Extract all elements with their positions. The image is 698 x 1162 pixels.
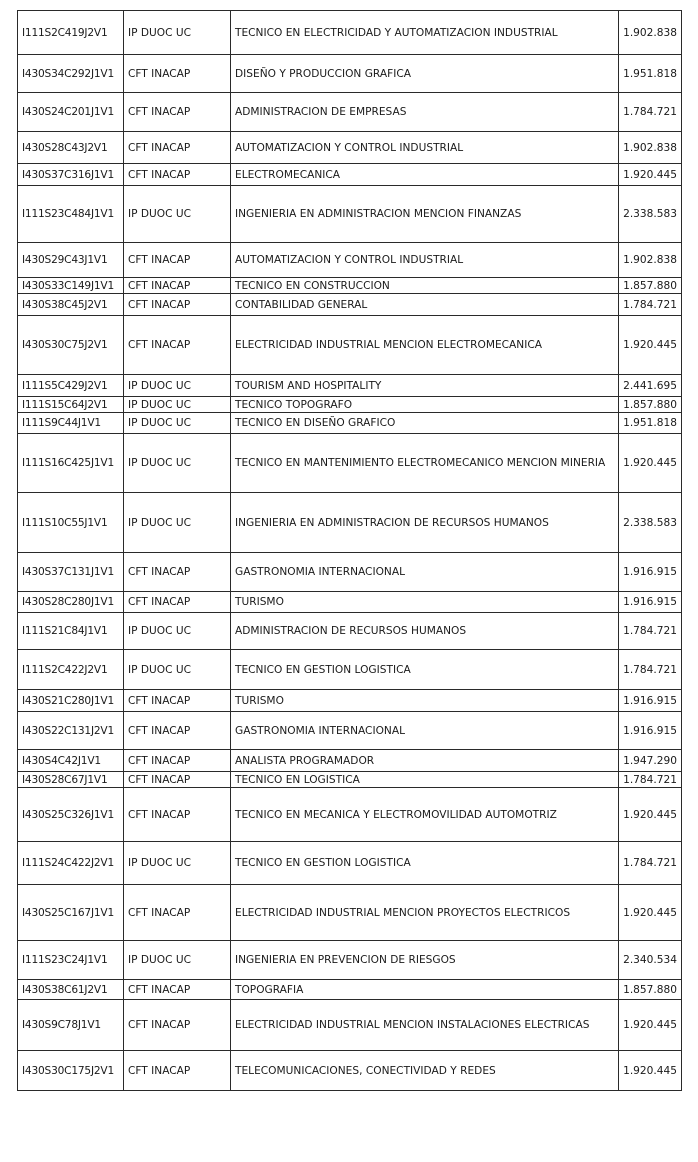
row-institution: IP DUOC UC	[124, 11, 231, 55]
row-amount: 2.338.583	[619, 186, 682, 243]
row-amount: 1.916.915	[619, 712, 682, 750]
row-career: TELECOMUNICACIONES, CONECTIVIDAD Y REDES	[231, 1051, 619, 1091]
row-code: I111S15C64J2V1	[18, 397, 124, 413]
row-code: I430S28C67J1V1	[18, 772, 124, 788]
row-amount: 1.920.445	[619, 434, 682, 493]
table-row	[18, 690, 682, 712]
row-amount: 1.920.445	[619, 164, 682, 186]
row-institution: CFT INACAP	[124, 1051, 231, 1091]
row-code: I111S5C429J2V1	[18, 375, 124, 397]
row-code: I430S25C326J1V1	[18, 788, 124, 842]
row-code: I430S9C78J1V1	[18, 1000, 124, 1051]
row-amount: 1.784.721	[619, 842, 682, 885]
row-career: TECNICO EN DISEÑO GRAFICO	[231, 413, 619, 434]
table-row	[18, 788, 682, 842]
row-code: I111S2C419J2V1	[18, 11, 124, 55]
row-career: DISEÑO Y PRODUCCION GRAFICA	[231, 55, 619, 93]
row-institution: IP DUOC UC	[124, 397, 231, 413]
table-row	[18, 316, 682, 375]
row-institution: CFT INACAP	[124, 294, 231, 316]
table-row	[18, 375, 682, 397]
row-amount: 1.784.721	[619, 772, 682, 788]
row-career: TECNICO EN CONSTRUCCION	[231, 278, 619, 294]
row-code: I430S30C75J2V1	[18, 316, 124, 375]
row-institution: CFT INACAP	[124, 55, 231, 93]
row-code: I111S23C24J1V1	[18, 941, 124, 980]
row-code: I111S10C55J1V1	[18, 493, 124, 553]
row-amount: 1.951.818	[619, 55, 682, 93]
row-institution: CFT INACAP	[124, 553, 231, 592]
table-row	[18, 164, 682, 186]
row-amount: 1.916.915	[619, 553, 682, 592]
table-row	[18, 93, 682, 132]
table-row	[18, 11, 682, 55]
table-row	[18, 885, 682, 941]
row-amount: 1.920.445	[619, 788, 682, 842]
table-row	[18, 980, 682, 1000]
row-code: I430S28C280J1V1	[18, 592, 124, 613]
row-career: TECNICO EN GESTION LOGISTICA	[231, 842, 619, 885]
row-amount: 1.902.838	[619, 132, 682, 164]
row-institution: IP DUOC UC	[124, 493, 231, 553]
row-code: I430S4C42J1V1	[18, 750, 124, 772]
row-amount: 2.441.695	[619, 375, 682, 397]
row-amount: 1.902.838	[619, 11, 682, 55]
table-row	[18, 413, 682, 434]
row-code: I430S33C149J1V1	[18, 278, 124, 294]
table-row	[18, 55, 682, 93]
table-row	[18, 1051, 682, 1091]
row-code: I430S37C316J1V1	[18, 164, 124, 186]
row-code: I430S30C175J2V1	[18, 1051, 124, 1091]
row-career: TECNICO TOPOGRAFO	[231, 397, 619, 413]
row-career: AUTOMATIZACION Y CONTROL INDUSTRIAL	[231, 243, 619, 278]
row-code: I430S25C167J1V1	[18, 885, 124, 941]
row-institution: IP DUOC UC	[124, 941, 231, 980]
row-amount: 1.784.721	[619, 93, 682, 132]
row-institution: CFT INACAP	[124, 316, 231, 375]
table-row	[18, 294, 682, 316]
row-institution: CFT INACAP	[124, 592, 231, 613]
row-institution: CFT INACAP	[124, 132, 231, 164]
table-body	[18, 11, 682, 1091]
row-institution: CFT INACAP	[124, 164, 231, 186]
row-career: TURISMO	[231, 592, 619, 613]
row-career: TECNICO EN LOGISTICA	[231, 772, 619, 788]
row-amount: 1.916.915	[619, 690, 682, 712]
row-amount: 1.951.818	[619, 413, 682, 434]
row-code: I111S24C422J2V1	[18, 842, 124, 885]
row-institution: IP DUOC UC	[124, 434, 231, 493]
row-institution: IP DUOC UC	[124, 413, 231, 434]
table-row	[18, 650, 682, 690]
row-career: ELECTRICIDAD INDUSTRIAL MENCION INSTALACIONES ELECTRICAS	[231, 1000, 619, 1051]
row-institution: CFT INACAP	[124, 93, 231, 132]
row-code: I430S28C43J2V1	[18, 132, 124, 164]
row-institution: IP DUOC UC	[124, 375, 231, 397]
row-career: ADMINISTRACION DE RECURSOS HUMANOS	[231, 613, 619, 650]
row-career: AUTOMATIZACION Y CONTROL INDUSTRIAL	[231, 132, 619, 164]
row-career: TECNICO EN MANTENIMIENTO ELECTROMECANICO MENCION MINERIA	[231, 434, 619, 493]
row-amount: 1.857.880	[619, 980, 682, 1000]
row-code: I430S29C43J1V1	[18, 243, 124, 278]
table-row	[18, 941, 682, 980]
row-code: I111S2C422J2V1	[18, 650, 124, 690]
row-amount: 1.784.721	[619, 650, 682, 690]
table-row	[18, 842, 682, 885]
table-row	[18, 132, 682, 164]
row-career: TOURISM AND HOSPITALITY	[231, 375, 619, 397]
row-career: ELECTROMECANICA	[231, 164, 619, 186]
row-amount: 1.920.445	[619, 316, 682, 375]
row-institution: IP DUOC UC	[124, 186, 231, 243]
row-code: I111S21C84J1V1	[18, 613, 124, 650]
row-institution: CFT INACAP	[124, 712, 231, 750]
row-code: I430S38C45J2V1	[18, 294, 124, 316]
row-career: INGENIERIA EN PREVENCION DE RIESGOS	[231, 941, 619, 980]
row-career: ANALISTA PROGRAMADOR	[231, 750, 619, 772]
row-career: CONTABILIDAD GENERAL	[231, 294, 619, 316]
row-amount: 1.902.838	[619, 243, 682, 278]
table-row	[18, 397, 682, 413]
row-institution: CFT INACAP	[124, 788, 231, 842]
row-amount: 2.338.583	[619, 493, 682, 553]
row-career: TECNICO EN ELECTRICIDAD Y AUTOMATIZACION INDUSTRIAL	[231, 11, 619, 55]
row-career: ELECTRICIDAD INDUSTRIAL MENCION ELECTROMECANICA	[231, 316, 619, 375]
row-institution: IP DUOC UC	[124, 613, 231, 650]
row-career: INGENIERIA EN ADMINISTRACION DE RECURSOS HUMANOS	[231, 493, 619, 553]
row-amount: 1.784.721	[619, 613, 682, 650]
row-amount: 1.920.445	[619, 1051, 682, 1091]
table-row	[18, 553, 682, 592]
row-career: TURISMO	[231, 690, 619, 712]
row-institution: IP DUOC UC	[124, 842, 231, 885]
table-row	[18, 186, 682, 243]
row-career: TECNICO EN GESTION LOGISTICA	[231, 650, 619, 690]
table-row	[18, 712, 682, 750]
row-institution: CFT INACAP	[124, 885, 231, 941]
row-code: I111S16C425J1V1	[18, 434, 124, 493]
row-institution: CFT INACAP	[124, 243, 231, 278]
table-row	[18, 592, 682, 613]
tariff-table	[17, 10, 682, 1091]
row-institution: CFT INACAP	[124, 980, 231, 1000]
row-amount: 1.857.880	[619, 397, 682, 413]
row-amount: 1.784.721	[619, 294, 682, 316]
row-code: I430S22C131J2V1	[18, 712, 124, 750]
table-row	[18, 434, 682, 493]
row-amount: 1.857.880	[619, 278, 682, 294]
row-amount: 1.920.445	[619, 1000, 682, 1051]
row-code: I430S37C131J1V1	[18, 553, 124, 592]
row-code: I430S21C280J1V1	[18, 690, 124, 712]
row-code: I430S34C292J1V1	[18, 55, 124, 93]
row-institution: CFT INACAP	[124, 750, 231, 772]
row-institution: CFT INACAP	[124, 690, 231, 712]
table-row	[18, 613, 682, 650]
row-institution: CFT INACAP	[124, 278, 231, 294]
row-career: TOPOGRAFIA	[231, 980, 619, 1000]
row-code: I111S23C484J1V1	[18, 186, 124, 243]
row-institution: IP DUOC UC	[124, 650, 231, 690]
table-row	[18, 278, 682, 294]
row-amount: 2.340.534	[619, 941, 682, 980]
row-institution: CFT INACAP	[124, 1000, 231, 1051]
row-career: INGENIERIA EN ADMINISTRACION MENCION FINANZAS	[231, 186, 619, 243]
row-career: ADMINISTRACION DE EMPRESAS	[231, 93, 619, 132]
row-career: ELECTRICIDAD INDUSTRIAL MENCION PROYECTOS ELECTRICOS	[231, 885, 619, 941]
row-institution: CFT INACAP	[124, 772, 231, 788]
table-row	[18, 772, 682, 788]
row-amount: 1.920.445	[619, 885, 682, 941]
row-career: GASTRONOMIA INTERNACIONAL	[231, 553, 619, 592]
row-career: TECNICO EN MECANICA Y ELECTROMOVILIDAD AUTOMOTRIZ	[231, 788, 619, 842]
table-row	[18, 243, 682, 278]
row-code: I430S24C201J1V1	[18, 93, 124, 132]
row-career: GASTRONOMIA INTERNACIONAL	[231, 712, 619, 750]
table-row	[18, 750, 682, 772]
row-code: I111S9C44J1V1	[18, 413, 124, 434]
row-code: I430S38C61J2V1	[18, 980, 124, 1000]
row-amount: 1.947.290	[619, 750, 682, 772]
table-row	[18, 1000, 682, 1051]
row-amount: 1.916.915	[619, 592, 682, 613]
table-row	[18, 493, 682, 553]
